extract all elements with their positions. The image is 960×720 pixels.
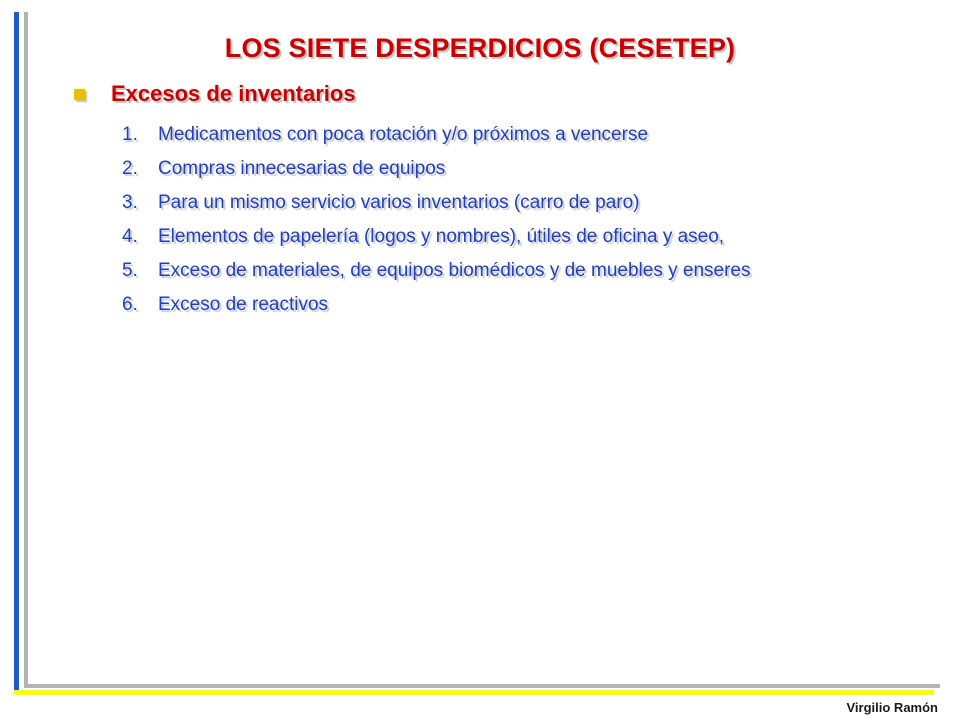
list-item-text: Exceso de materiales, de equipos biomédicos y de muebles y enseres bbox=[158, 260, 751, 281]
frame-left-blue-bar bbox=[14, 12, 19, 692]
list-item bbox=[122, 288, 751, 322]
list-item-number: 4. bbox=[122, 226, 138, 247]
list-item-text: Compras innecesarias de equipos bbox=[158, 158, 446, 179]
section-heading bbox=[74, 81, 356, 107]
frame-bottom-yellow-bar bbox=[14, 690, 934, 695]
list-item-number: 6. bbox=[122, 294, 138, 315]
slide-title: LOS SIETE DESPERDICIOS (CESETEP) bbox=[224, 33, 736, 63]
list-item-number: 5. bbox=[122, 260, 138, 281]
frame-left-gray-bar bbox=[24, 12, 28, 688]
list-item-number: 3. bbox=[122, 192, 138, 213]
list-item-text: Para un mismo servicio varios inventarios (carro de paro) bbox=[158, 192, 640, 213]
list-item-number: 1. bbox=[122, 124, 138, 145]
list-item bbox=[122, 186, 751, 220]
section-heading-text: Excesos de inventarios bbox=[111, 81, 356, 106]
list-item bbox=[122, 118, 751, 152]
numbered-list bbox=[122, 118, 751, 322]
list-item-text: Elementos de papelería (logos y nombres), útiles de oficina y aseo, bbox=[158, 226, 725, 247]
list-item bbox=[122, 152, 751, 186]
list-item-number: 2. bbox=[122, 158, 138, 179]
list-item-text: Medicamentos con poca rotación y/o próximos a vencerse bbox=[158, 124, 649, 145]
frame-bottom-gray-bar bbox=[24, 684, 940, 688]
list-item bbox=[122, 220, 751, 254]
square-bullet-icon bbox=[74, 89, 85, 100]
footer-author: Virgilio Ramón bbox=[846, 700, 938, 715]
list-item bbox=[122, 254, 751, 288]
list-item-text: Exceso de reactivos bbox=[158, 294, 329, 315]
